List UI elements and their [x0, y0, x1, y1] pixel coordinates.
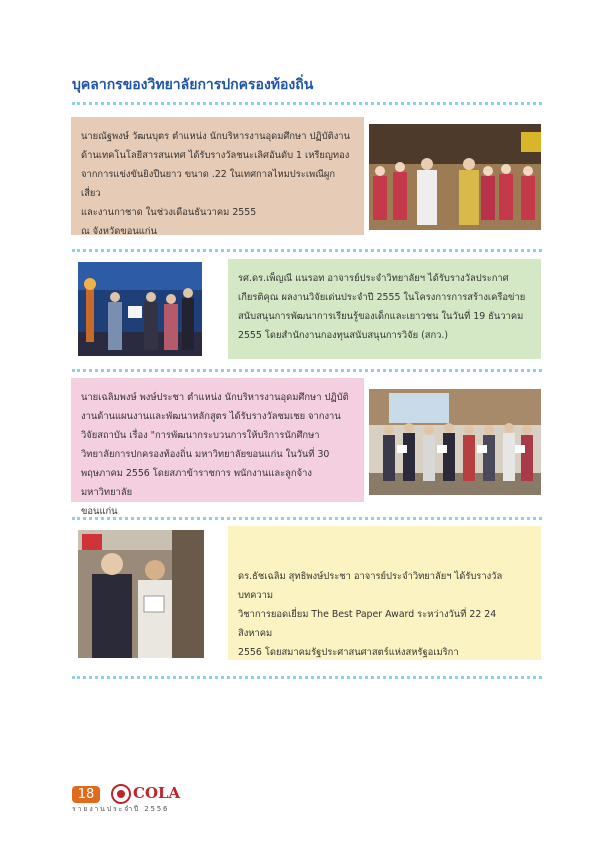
text-line: วิจัยสถาบัน เรื่อง "การพัฒนากระบวนการให้บริการนักศึกษา	[81, 430, 320, 441]
cola-seal-logo-icon	[111, 784, 131, 804]
page-number: 18	[72, 786, 100, 803]
award-text-box-3	[71, 378, 364, 517]
award-photo-2	[78, 262, 202, 356]
text-line: 2556 โดยสมาคมรัฐประศาสนศาสตร์แห่งสหรัฐอเมริกา	[238, 647, 459, 658]
award-text-box-2	[228, 259, 541, 359]
award-photo-4	[78, 530, 204, 658]
text-line: เกียรติคุณ ผลงานวิจัยเด่นประจำปี 2555 ในโครงการการสร้างเครือข่าย	[238, 292, 526, 303]
text-line: 2555 โดยสำนักงานกองทุนสนับสนุนการวิจัย (สกว.)	[238, 330, 449, 341]
cola-logo-text: COLA	[133, 784, 181, 802]
text-line: ดร.ธัชเฉลิม สุทธิพงษ์ประชา อาจารย์ประจำวิทยาลัยฯ ได้รับรางวัลบทความ	[238, 571, 503, 601]
dotted-divider	[72, 102, 542, 108]
footer-caption: รายงานประจำปี 2556	[72, 805, 170, 813]
dotted-divider	[72, 369, 542, 375]
text-line: จากการแข่งขันยิงปืนยาว ขนาด .22 ในเทศกาลไหมประเพณีผูกเสี่ยว	[81, 169, 336, 199]
text-line: และงานกาชาด ในช่วงเดือนธันวาคม 2555	[81, 207, 257, 218]
text-line: วิทยาลัยการปกครองท้องถิ่น มหาวิทยาลัยขอนแก่น ในวันที่ 30	[81, 449, 330, 460]
award-text-box-1	[71, 117, 364, 235]
text-line: นายเฉลิมพงษ์ พงษ์ประชา ตำแหน่ง นักบริหารงานอุดมศึกษา ปฏิบัติ	[81, 392, 349, 403]
text-line: ณ จังหวัดขอนแก่น	[81, 226, 157, 237]
dotted-divider	[72, 676, 542, 682]
award-photo-3	[369, 389, 541, 495]
dotted-divider	[72, 517, 542, 523]
dotted-divider	[72, 249, 542, 255]
award-photo-1	[369, 124, 541, 230]
text-line: พฤษภาคม 2556 โดยสภาข้าราชการ พนักงานและลูกจ้างมหาวิทยาลัย	[81, 468, 312, 498]
text-line: งานด้านแผนงานและพัฒนาหลักสูตร ได้รับรางวัลชมเชย จากงาน	[81, 411, 341, 422]
text-line: นายณัฐพงษ์ วัฒนบุตร ตำแหน่ง นักบริหารงานอุดมศึกษา ปฏิบัติงาน	[81, 131, 350, 142]
text-line: รศ.ดร.เพ็ญณี แนรอท อาจารย์ประจำวิทยาลัยฯ ได้รับรางวัลประกาศ	[238, 273, 509, 284]
text-line: วิชาการยอดเยี่ยม The Best Paper Award ระหว่างวันที่ 22 24 สิงหาคม	[238, 609, 497, 639]
text-line: สนับสนุนการพัฒนาการเรียนรู้ของเด็กและเยาวชน ในวันที่ 19 ธันวาคม	[238, 311, 524, 322]
text-line: ด้านเทคโนโลยีสารสนเทศ ได้รับรางวัลชนะเลิศอันดับ 1 เหรียญทอง	[81, 150, 350, 161]
page-title: บุคลากรของวิทยาลัยการปกครองท้องถิ่น	[72, 77, 314, 93]
award-text-box-4	[228, 526, 541, 660]
text-line: ขอนแก่น	[81, 506, 118, 517]
